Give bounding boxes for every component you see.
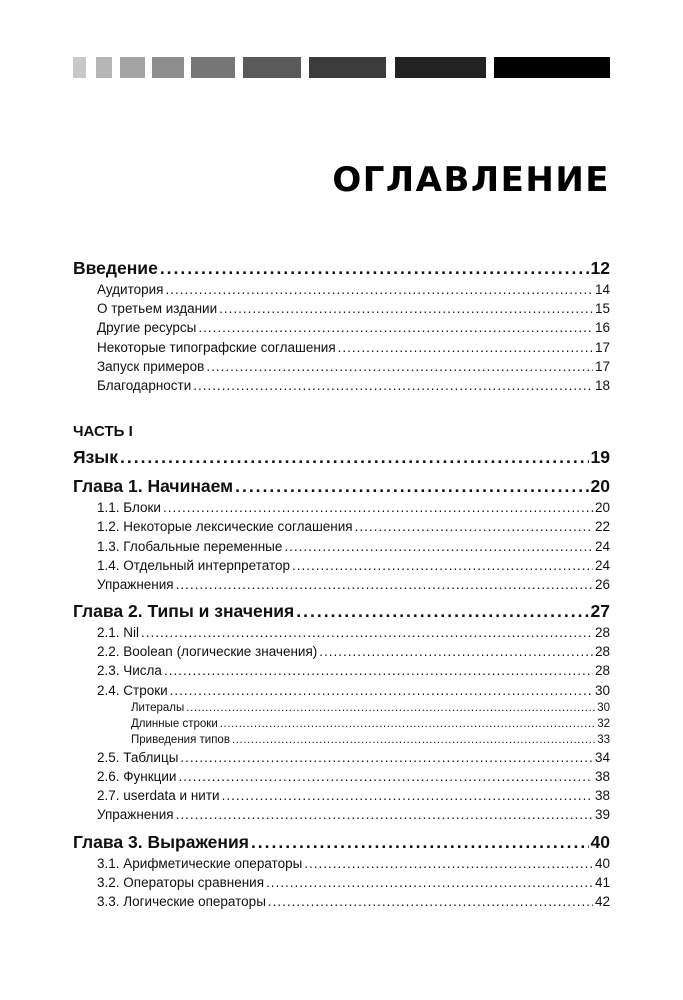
toc-leader: [206, 357, 593, 376]
toc-entry-page: 18: [594, 377, 610, 393]
toc-entry-page: 28: [594, 663, 610, 679]
bar-segment: [309, 57, 386, 78]
toc-entry-page: 40: [594, 855, 610, 871]
toc-entry[interactable]: [73, 623, 610, 642]
toc-entry[interactable]: [73, 318, 610, 337]
bar-segment: [191, 57, 235, 78]
toc-leader: [160, 256, 589, 280]
toc-entry-page: 26: [594, 576, 610, 592]
toc-entry-title: 1.1. Блоки: [97, 500, 161, 516]
toc-entry-page: 28: [594, 644, 610, 660]
toc-entry-title: Некоторые типографские соглашения: [97, 339, 336, 355]
toc-leader: [266, 873, 593, 892]
toc-entry-title: 2.3. Числа: [97, 663, 162, 679]
toc-entry-page: 15: [594, 301, 610, 317]
toc-entry-page: 34: [594, 749, 610, 765]
toc-entry-title: Литералы: [131, 701, 185, 714]
toc-leader: [193, 376, 593, 395]
toc-entry-title: Глава 1. Начинаем: [73, 476, 234, 497]
toc-entry[interactable]: [73, 642, 610, 661]
toc-entry[interactable]: [73, 299, 610, 318]
toc-subentry[interactable]: [73, 732, 610, 748]
toc-entry-page: 12: [590, 258, 610, 278]
toc-entry-title: 2.7. userdata и нити: [97, 788, 220, 804]
toc-entry-title: Другие ресурсы: [97, 320, 197, 336]
toc-entry-page: 42: [594, 893, 610, 909]
toc-leader: [235, 474, 588, 498]
toc-entry[interactable]: [73, 498, 610, 517]
toc-entry[interactable]: [73, 575, 610, 594]
toc-entry-title: 1.4. Отдельный интерпретатор: [97, 557, 291, 573]
toc-entry-page: 33: [597, 733, 610, 746]
toc-entry-title: 2.4. Строки: [97, 682, 168, 698]
toc-leader: [222, 786, 593, 805]
toc-leader: [284, 537, 593, 556]
toc-entry-title: Упражнения: [97, 807, 174, 823]
toc-entry-page: 17: [594, 339, 610, 355]
toc-entry-title: 3.2. Операторы сравнения: [97, 874, 265, 890]
toc-entry[interactable]: [73, 873, 610, 892]
toc-entry[interactable]: [73, 338, 610, 357]
toc-leader: [268, 892, 593, 911]
toc-entry-title: О третьем издании: [97, 301, 218, 317]
toc-leader: [165, 280, 592, 299]
toc-entry[interactable]: [73, 786, 610, 805]
toc-entry-page: 38: [594, 788, 610, 804]
toc-entry-page: 19: [590, 447, 610, 468]
table-of-contents: [73, 256, 610, 911]
part-label-text: ЧАСТЬ I: [73, 423, 133, 441]
toc-entry[interactable]: [73, 681, 610, 700]
toc-entry-title: Аудитория: [97, 282, 164, 297]
spacer: [73, 395, 610, 417]
toc-entry[interactable]: [73, 357, 610, 376]
toc-entry-page: 40: [590, 831, 610, 852]
toc-entry-page: 30: [594, 682, 610, 698]
toc-entry-page: 38: [594, 769, 610, 784]
toc-entry[interactable]: [73, 517, 610, 536]
toc-entry-page: 28: [594, 625, 610, 641]
toc-entry-page: 41: [594, 874, 610, 890]
toc-entry-page: 20: [594, 500, 610, 516]
toc-leader: [220, 716, 595, 732]
toc-entry[interactable]: [73, 661, 610, 680]
toc-entry-page: 16: [594, 320, 610, 336]
toc-leader: [170, 681, 593, 700]
bar-segment: [494, 57, 610, 78]
toc-leader: [198, 318, 593, 337]
toc-entry-intro[interactable]: [73, 256, 610, 280]
toc-entry[interactable]: [73, 805, 610, 824]
toc-leader: [186, 700, 595, 716]
toc-leader: [355, 517, 593, 536]
toc-entry-page: 39: [594, 807, 610, 823]
toc-entry-page: 14: [594, 282, 610, 297]
toc-entry-page: 27: [590, 601, 610, 622]
toc-leader: [251, 830, 589, 854]
toc-entry-title: Приведения типов: [131, 733, 230, 746]
toc-leader: [319, 642, 593, 661]
toc-entry-part[interactable]: [73, 445, 610, 469]
toc-entry-chapter[interactable]: [73, 474, 610, 498]
toc-leader: [232, 732, 595, 748]
toc-entry-chapter[interactable]: [73, 830, 610, 854]
toc-entry-title: 2.6. Функции: [97, 769, 177, 784]
toc-entry[interactable]: [73, 892, 610, 911]
part-label: [73, 419, 610, 445]
toc-leader: [338, 338, 593, 357]
bar-segment: [395, 57, 486, 78]
toc-entry-chapter[interactable]: [73, 599, 610, 623]
toc-leader: [292, 556, 593, 575]
toc-entry-page: 22: [594, 519, 610, 535]
toc-entry-page: 17: [594, 358, 610, 374]
toc-entry[interactable]: [73, 854, 610, 873]
toc-entry-title: Введение: [73, 258, 158, 278]
toc-entry-title: 2.5. Таблицы: [97, 749, 179, 765]
toc-entry[interactable]: [73, 748, 610, 767]
toc-entry-title: Глава 2. Типы и значения: [73, 601, 295, 622]
toc-entry[interactable]: [73, 767, 610, 786]
toc-entry-title: Запуск примеров: [97, 358, 205, 374]
toc-entry-title: Благодарности: [97, 377, 192, 393]
toc-entry-title: 1.2. Некоторые лексические соглашения: [97, 519, 353, 535]
toc-entry-title: Язык: [73, 447, 118, 468]
toc-subentry[interactable]: [73, 700, 610, 716]
toc-entry-page: 20: [590, 476, 610, 497]
bar-segment: [152, 57, 184, 78]
toc-leader: [180, 748, 593, 767]
toc-entry-page: 24: [594, 557, 610, 573]
toc-leader: [141, 623, 593, 642]
toc-entry[interactable]: [73, 280, 610, 299]
toc-leader: [164, 661, 593, 680]
toc-leader: [120, 445, 589, 469]
toc-entry[interactable]: [73, 537, 610, 556]
toc-entry-page: 24: [594, 538, 610, 554]
toc-entry-title: 3.3. Логические операторы: [97, 893, 266, 909]
toc-leader: [176, 575, 593, 594]
toc-leader: [178, 767, 593, 786]
bar-segment: [120, 57, 145, 78]
toc-entry-title: Упражнения: [97, 576, 174, 592]
toc-entry-title: 2.2. Boolean (логические значения): [97, 644, 318, 660]
toc-subentry[interactable]: [73, 716, 610, 732]
toc-entry-title: 2.1. Nil: [97, 625, 140, 641]
toc-entry-title: Глава 3. Выражения: [73, 831, 249, 852]
toc-entry-title: Длинные строки: [131, 717, 218, 730]
toc-leader: [296, 599, 588, 623]
toc-leader: [219, 299, 593, 318]
toc-entry-title: 1.3. Глобальные переменные: [97, 538, 283, 554]
page-title: ОГЛАВЛЕНИЕ: [332, 160, 610, 200]
bar-segment: [73, 57, 86, 78]
bar-segment: [96, 57, 112, 78]
toc-entry-page: 30: [597, 701, 610, 714]
toc-entry[interactable]: [73, 556, 610, 575]
bar-segment: [243, 57, 301, 78]
toc-leader: [163, 498, 593, 517]
toc-entry-title: 3.1. Арифметические операторы: [97, 855, 303, 871]
toc-entry-page: 32: [597, 717, 610, 730]
toc-leader: [304, 854, 593, 873]
toc-leader: [176, 805, 593, 824]
toc-entry[interactable]: [73, 376, 610, 395]
